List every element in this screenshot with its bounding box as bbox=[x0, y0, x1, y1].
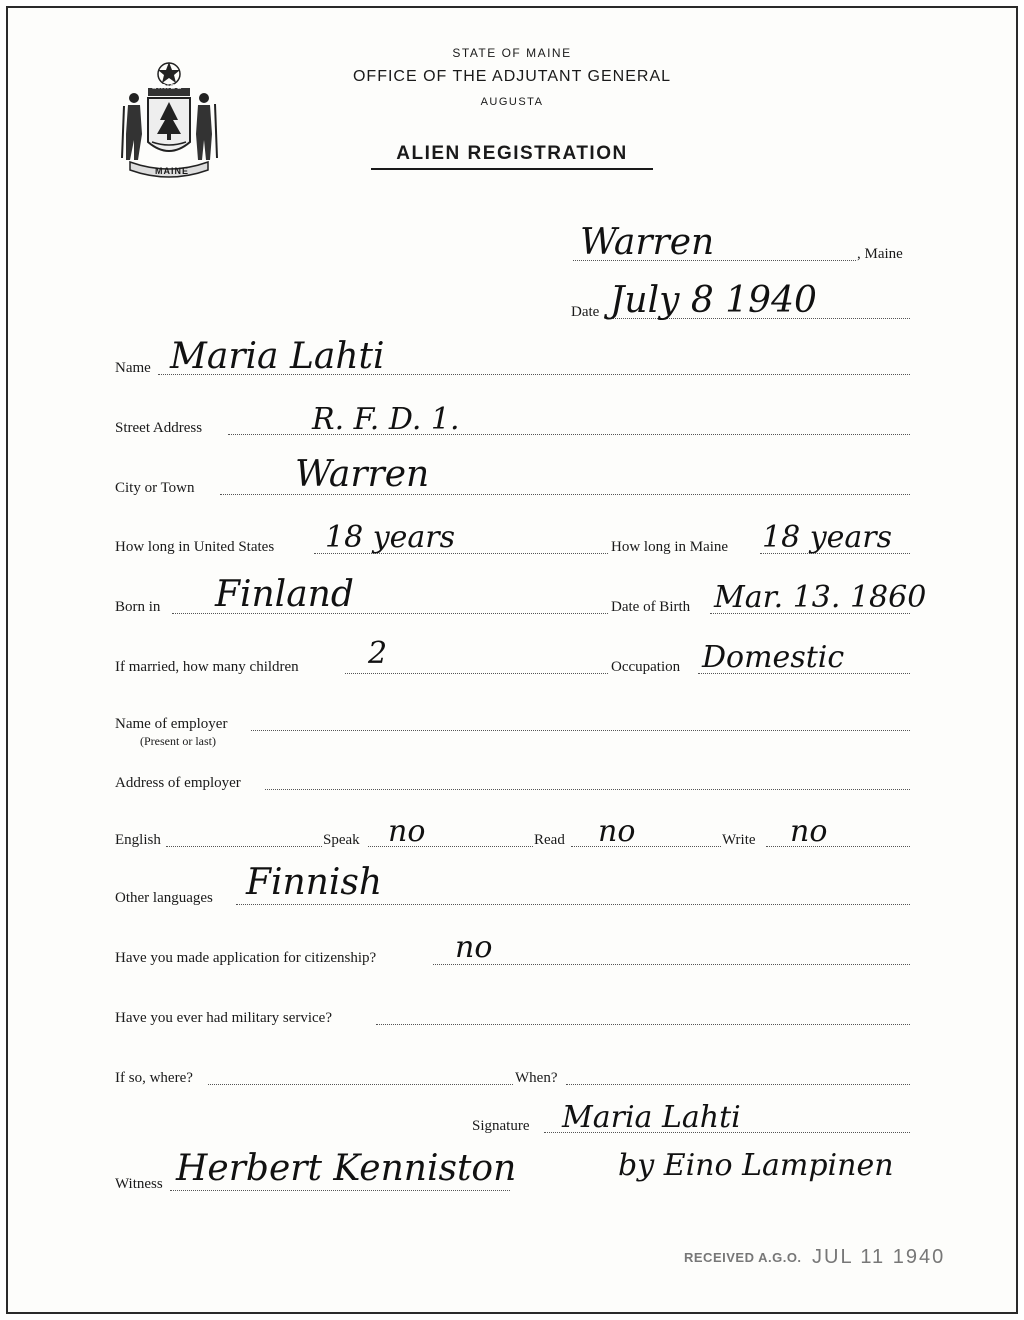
when-line bbox=[566, 1084, 910, 1085]
children-value: 2 bbox=[368, 636, 388, 671]
how-long-maine-label: How long in Maine bbox=[611, 539, 729, 555]
speak-label: Speak bbox=[323, 832, 360, 848]
header-office: OFFICE OF THE ADJUTANT GENERAL bbox=[352, 68, 672, 85]
read-value: no bbox=[598, 814, 636, 849]
employer-line bbox=[251, 730, 910, 731]
born-in-label: Born in bbox=[115, 599, 161, 615]
employer-address-label: Address of employer bbox=[115, 775, 241, 791]
born-in-value: Finland bbox=[215, 574, 354, 615]
form-title: ALIEN REGISTRATION bbox=[396, 143, 628, 164]
write-value: no bbox=[790, 814, 828, 849]
read-line bbox=[571, 846, 721, 847]
header-state: STATE OF MAINE bbox=[452, 46, 572, 60]
dob-value: Mar. 13. 1860 bbox=[714, 580, 927, 615]
date-value: July 8 1940 bbox=[610, 280, 817, 321]
citizenship-line bbox=[433, 964, 910, 965]
signature-by-value: by Eino Lampinen bbox=[618, 1148, 894, 1183]
where-line bbox=[208, 1084, 513, 1085]
when-label: When? bbox=[515, 1070, 558, 1086]
children-line bbox=[345, 673, 608, 674]
speak-value: no bbox=[388, 814, 426, 849]
dob-label: Date of Birth bbox=[611, 599, 691, 615]
write-label: Write bbox=[722, 832, 756, 848]
employer-note: (Present or last) bbox=[140, 734, 216, 748]
citizenship-label: Have you made application for citizenship? bbox=[115, 950, 377, 966]
english-label: English bbox=[115, 832, 161, 848]
received-stamp-label: RECEIVED A.G.O. bbox=[684, 1250, 802, 1265]
city-label: City or Town bbox=[115, 480, 195, 496]
maine-label: , Maine bbox=[857, 246, 903, 262]
street-label: Street Address bbox=[115, 420, 203, 436]
name-value: Maria Lahti bbox=[170, 336, 385, 377]
street-value: R. F. D. 1. bbox=[312, 402, 460, 437]
name-label: Name bbox=[115, 360, 151, 376]
witness-line bbox=[170, 1190, 510, 1191]
other-languages-value: Finnish bbox=[246, 862, 383, 903]
citizenship-value: no bbox=[455, 930, 493, 965]
city-value: Warren bbox=[295, 454, 430, 495]
received-stamp-date: JUL 11 1940 bbox=[812, 1246, 946, 1268]
signature-value: Maria Lahti bbox=[562, 1100, 741, 1135]
how-long-us-value: 18 years bbox=[325, 520, 456, 555]
write-line bbox=[766, 846, 910, 847]
occupation-value: Domestic bbox=[702, 640, 845, 675]
seal-motto: DIRIGO bbox=[152, 84, 183, 91]
occupation-label: Occupation bbox=[611, 659, 681, 675]
other-languages-line bbox=[236, 904, 910, 905]
town-value: Warren bbox=[580, 222, 715, 263]
how-long-maine-value: 18 years bbox=[762, 520, 893, 555]
where-label: If so, where? bbox=[115, 1070, 193, 1086]
title-underline bbox=[371, 168, 653, 170]
military-line bbox=[376, 1024, 910, 1025]
read-label: Read bbox=[534, 832, 565, 848]
witness-label: Witness bbox=[115, 1176, 163, 1192]
military-label: Have you ever had military service? bbox=[115, 1010, 332, 1026]
header-city: AUGUSTA bbox=[480, 96, 544, 108]
english-line bbox=[166, 846, 322, 847]
date-label: Date bbox=[571, 304, 600, 320]
signature-label: Signature bbox=[472, 1118, 530, 1134]
other-languages-label: Other languages bbox=[115, 890, 213, 906]
witness-value: Herbert Kenniston bbox=[176, 1148, 517, 1189]
how-long-us-label: How long in United States bbox=[115, 539, 275, 555]
employer-address-line bbox=[265, 789, 910, 790]
seal-text: MAINE bbox=[155, 166, 189, 176]
employer-label: Name of employer bbox=[115, 716, 228, 732]
children-label: If married, how many children bbox=[115, 659, 299, 675]
